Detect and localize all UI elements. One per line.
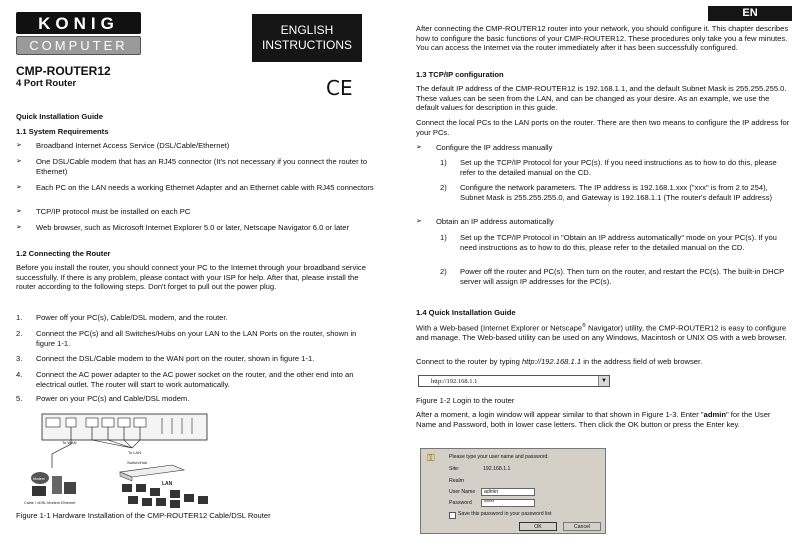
requirement-text: One DSL/Cable modem that has an RJ45 connector (It's not necessary if you connect the router to Ethernet) [36,157,368,176]
lan-label: LAN [162,481,173,487]
product-model: CMP-ROUTER12 [16,64,111,78]
section-1-3-para1: The default IP address of the CMP-ROUTER12 is 192.168.1.1, and the default Subnet Mask is 255.255.255.0. These values can be seen from the LAN, and can be changed as your desire. As an example, we use the default values for description in this guide. [416,84,787,113]
para1-part-a: With a Web-based (Internet Explorer or Netscape [416,323,583,333]
section-1-2-title: 1.2 Connecting the Router [16,249,111,258]
badge-line1: ENGLISH [280,23,334,37]
logo-bottom-text: COMPUTER [29,38,128,53]
manual-step-number: 2) [440,183,447,192]
address-dropdown-button[interactable]: ▼ [598,376,609,386]
requirement-text: Each PC on the LAN needs a working Ethernet Adapter and an Ethernet cable with RJ45 connectors [36,183,374,192]
save-password-checkbox[interactable] [449,512,456,519]
step-number: 3. [16,354,23,363]
step-text: Connect the AC power adapter to the AC power socket on the router, and the other end into an electrical outlet. The router will start to work automatically. [36,370,354,389]
manual-step-text: Set up the TCP/IP Protocol for your PC(s). If you need instructions as to how to do this, please refer to the detailed manual on the CD. [460,158,777,177]
site-value: 192.168.1.1 [483,466,511,472]
switch-hub-label: Switch/Hub [127,460,148,465]
username-field[interactable]: admin [481,488,535,496]
modem-label: Modem [33,477,45,481]
manual-config-title: Configure the IP address manually [436,143,553,152]
section-1-3-para2: Connect the local PCs to the LAN ports on the router. There are then two means to configure the IP address for your PCs. [416,118,790,137]
product-subtitle: 4 Port Router [16,78,77,89]
para3-part-a: After a moment, a login window will appear similar to that shown in Figure 1-3. Enter " [416,410,704,419]
router-device [42,414,207,440]
konig-logo [16,12,141,57]
para3-part-b: " for the User Name and Password, both in lower case letters. Then click the OK button or press the Enter key. [416,410,771,429]
step-text: Power on your PC(s) and Cable/DSL modem. [36,394,190,403]
login-dialog [420,448,606,534]
username-label: User Name [449,489,476,495]
site-label: Site: [449,466,460,472]
language-tab: EN [708,6,792,21]
to-lan-label: To LAN [128,450,142,455]
address-bar[interactable] [418,375,610,387]
guide-title: Quick Installation Guide [16,112,103,121]
key-icon: ⚿ [427,453,435,464]
step-number: 4. [16,370,23,379]
auto-step-number: 2) [440,267,447,276]
switch-hub-device [120,465,184,481]
requirement-text: Broadband Internet Access Service (DSL/Cable/Ethernet) [36,141,230,150]
modem-types-label: Cable / xDSL Modem Ethernet [24,501,76,505]
to-wan-label: To WAN [62,440,77,445]
step-number: 2. [16,329,23,338]
section-1-1-title: 1.1 System Requirements [16,127,109,136]
right-intro: After connecting the CMP-ROUTER12 router into your network, you should configure it. This chapter describes how to configure the basic functions of your CMP-ROUTER12. These procedures only take you a few minutes. You can access the Internet via the router immediately after it has been successfully configured. [416,24,789,53]
password-field[interactable]: ***** [481,499,535,507]
ok-button[interactable]: OK [519,522,557,531]
auto-step-number: 1) [440,233,447,242]
step-text: Connect the DSL/Cable modem to the WAN port on the router, shown in figure 1-1. [36,354,315,363]
manual-step-number: 1) [440,158,447,167]
section-1-2-intro: Before you install the router, you should connect your PC to the Internet through your broadband service successfully. If there is any problem, please contact with your ISP for help. After that, please install the router according to the following steps. Don't forget to pull out the power plug. [16,263,366,292]
section-1-4-title: 1.4 Quick Installation Guide [416,308,516,317]
logo-top-text: KONIG [38,14,119,33]
router-url: http://192.168.1.1 [521,357,582,366]
address-value[interactable]: http://192.168.1.1 [431,378,478,385]
section-1-4-para1 [416,322,792,343]
save-password-label: Save this password in your password list [458,511,552,517]
step-number: 1. [16,313,23,322]
badge-line2: INSTRUCTIONS [262,38,352,52]
section-1-4-para3 [416,410,792,429]
para2-part-b: in the address field of web browser. [581,357,703,366]
auto-step-text: Power off the router and PC(s). Then turn on the router, and restart the PC(s). The built-in DHCP server will assign IP addresses for the PC(s). [460,267,785,286]
hardware-installation-figure [22,410,222,510]
step-text: Connect the PC(s) and all Switches/Hubs on your LAN to the LAN Ports on the router, shown in figure 1-1. [36,329,357,348]
admin-text: admin [703,410,726,419]
figure-1-1-caption: Figure 1-1 Hardware Installation of the CMP-ROUTER12 Cable/DSL Router [16,511,271,520]
ce-mark: CE [326,76,353,100]
modem-devices [31,472,76,496]
login-prompt: Please type your user name and password. [449,454,549,460]
step-number: 5. [16,394,23,403]
figure-1-2-caption: Figure 1-2 Login to the router [416,396,515,405]
manual-step-text: Configure the network parameters. The IP address is 192.168.1.xxx ("xxx" is from 2 to 254), Subnet Mask is 255.255.255.0, and Gateway is 192.168.1.1 (The router's default IP address) [460,183,772,202]
section-1-3-title: 1.3 TCP/IP configuration [416,70,504,79]
para2-part-a: Connect to the router by typing [416,357,522,366]
auto-config-title: Obtain an IP address automatically [436,217,554,226]
requirement-text: Web browser, such as Microsoft Internet Explorer 5.0 or later, Netscape Navigator 6.0 or later [36,223,350,232]
instructions-badge [252,14,362,62]
requirement-text: TCP/IP protocol must be installed on each PC [36,207,191,216]
password-label: Password [449,500,472,506]
step-text: Power off your PC(s), Cable/DSL modem, and the router. [36,313,228,322]
para1-part-b: Navigator) utility, the CMP-ROUTER12 is easy to configure and manage. The Web-based utility can be used on any Windows, Macintosh or UNIX OS with a web browser. [416,323,787,343]
realm-label: Realm [449,478,464,484]
cancel-button[interactable]: Cancel [563,522,601,531]
registered-mark: ® [582,323,586,329]
section-1-4-para2 [416,357,792,367]
auto-step-text: Set up the TCP/IP Protocol in "Obtain an IP address automatically" mode on your PC(s). If you need instructions as to how to do this, please refer to the detailed manual on the CD. [460,233,777,252]
lan-computers [122,484,208,508]
